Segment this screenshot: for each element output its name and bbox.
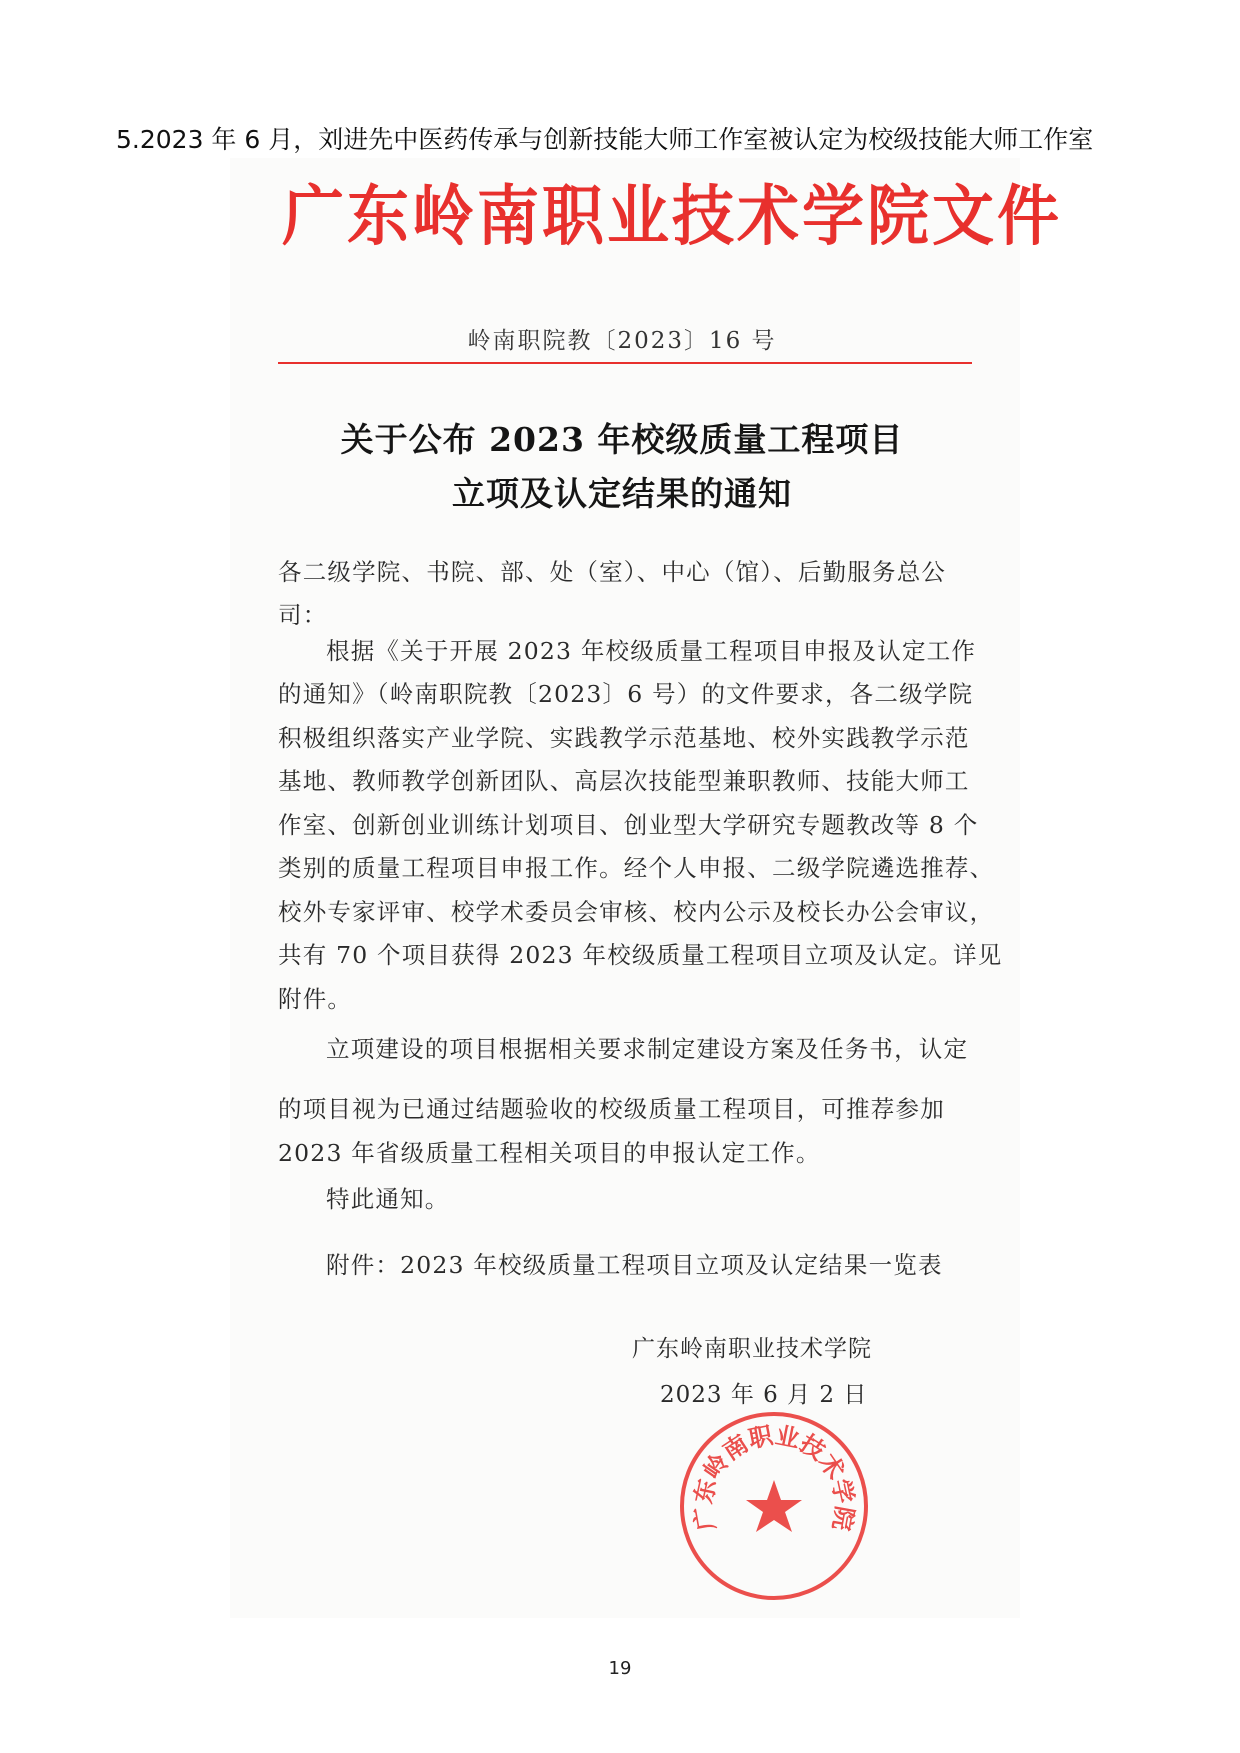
- scanned-document: [230, 158, 1063, 1618]
- body-line: 共有 70 个项目获得 2023 年校级质量工程项目立项及认定。详见: [278, 941, 1003, 969]
- body-line: 各二级学院、书院、部、处（室）、中心（馆）、后勤服务总公: [278, 558, 947, 586]
- signature-organization: 广东岭南职业技术学院: [632, 1336, 872, 1362]
- body-line: 特此通知。: [326, 1185, 450, 1213]
- body-line: 作室、创新创业训练计划项目、创业型大学研究专题教改等 8 个: [278, 811, 979, 839]
- body-line: 校外专家评审、校学术委员会审核、校内公示及校长办公会审议，: [278, 898, 995, 926]
- page-number: 19: [608, 1658, 632, 1679]
- seal-star-icon: [746, 1480, 802, 1532]
- seal-text: 广东岭南职业技术学院: [688, 1420, 860, 1533]
- figure-caption: 5.2023 年 6 月，刘进先中医药传承与创新技能大师工作室被认定为校级技能大师工作室: [116, 125, 1094, 154]
- official-seal: [676, 1408, 872, 1604]
- body-line: 立项建设的项目根据相关要求制定建设方案及任务书，认定: [326, 1035, 969, 1063]
- body-line: 类别的质量工程项目申报工作。经个人申报、二级学院遴选推荐、: [278, 854, 995, 882]
- body-line: 的项目视为已通过结题验收的校级质量工程项目，可推荐参加: [278, 1095, 945, 1123]
- body-line: 的通知》（岭南职院教〔2023〕6 号）的文件要求，各二级学院: [278, 680, 974, 708]
- body-line: 2023 年省级质量工程相关项目的申报认定工作。: [278, 1139, 821, 1167]
- red-divider: [278, 362, 972, 364]
- body-line: 司：: [278, 601, 328, 629]
- body-line: 积极组织落实产业学院、实践教学示范基地、校外实践教学示范: [278, 724, 970, 752]
- signature-date: 2023 年 6 月 2 日: [660, 1382, 868, 1408]
- document-header: 广东岭南职业技术学院文件: [282, 177, 1063, 255]
- document-number: 岭南职院教〔2023〕16 号: [467, 328, 777, 354]
- body-line: 附件。: [278, 985, 353, 1013]
- notice-title-line-1: 关于公布 2023 年校级质量工程项目: [340, 420, 904, 459]
- body-line: 基地、教师教学创新团队、高层次技能型兼职教师、技能大师工: [278, 767, 970, 795]
- attachment-line: 附件：2023 年校级质量工程项目立项及认定结果一览表: [326, 1251, 943, 1279]
- notice-title-line-2: 立项及认定结果的通知: [452, 474, 792, 513]
- body-line: 根据《关于开展 2023 年校级质量工程项目申报及认定工作: [326, 637, 977, 665]
